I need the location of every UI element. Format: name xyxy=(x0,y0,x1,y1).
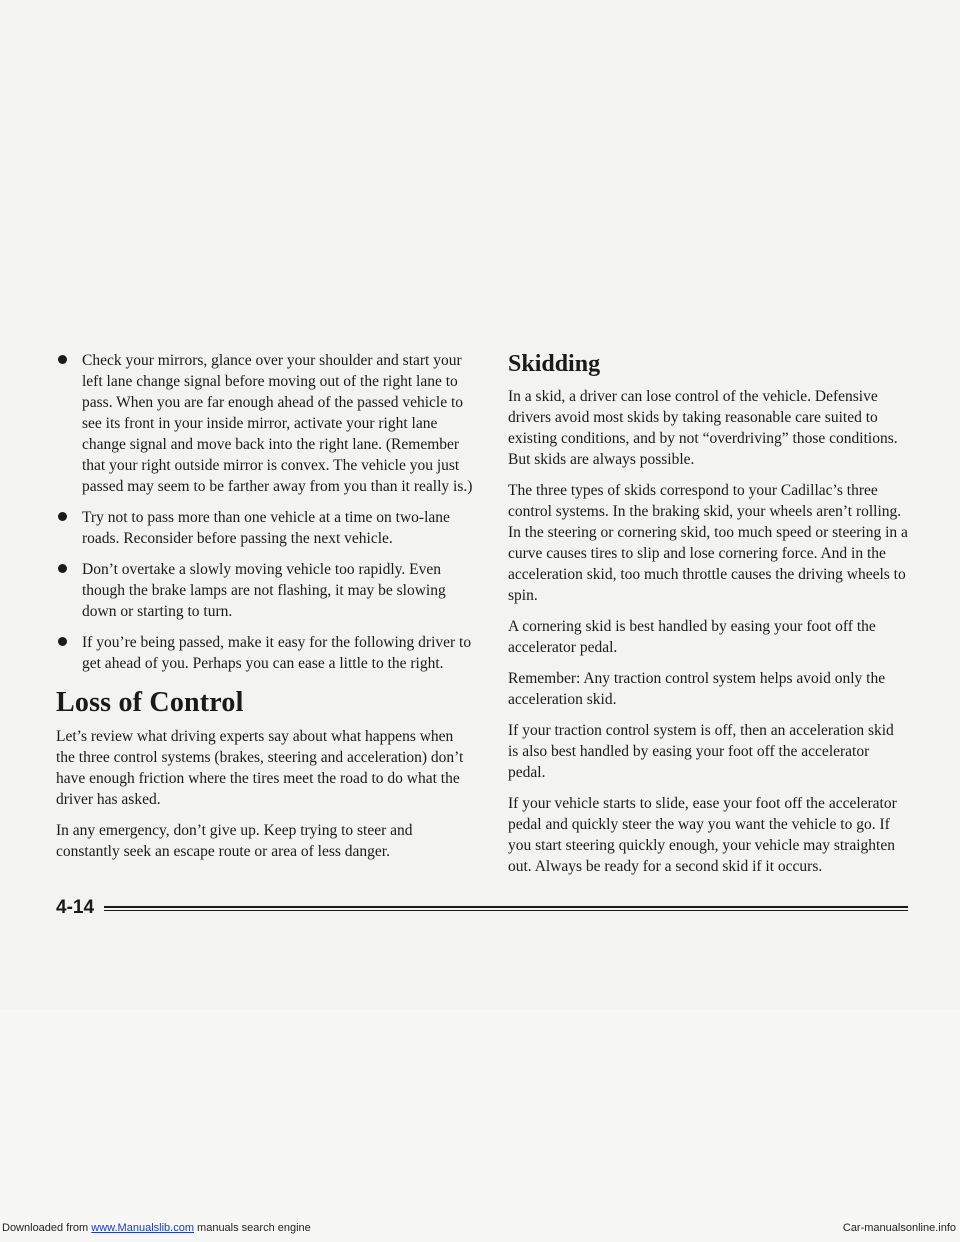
watermark-prefix: Downloaded from xyxy=(2,1222,92,1234)
list-item xyxy=(56,350,476,497)
footer-rule xyxy=(104,906,908,911)
skidding-paragraph: Remember: Any traction control system helps avoid only the acceleration skid. xyxy=(508,670,886,708)
skidding-paragraph: In a skid, a driver can lose control of the vehicle. Defensive drivers avoid most skids by taking reasonable care suited to existing conditions, and by not “overdriving” those conditions. But skids are always possible. xyxy=(508,388,898,468)
page-footer xyxy=(56,898,908,918)
bullet-icon xyxy=(58,637,67,646)
download-watermark xyxy=(2,1222,311,1234)
bullet-icon xyxy=(58,512,67,521)
list-item-text: Check your mirrors, glance over your shoulder and start your left lane change signal before moving out of the right lane to pass. When you are far enough ahead of the passed vehicle to see its front in your inside mirror, activate your right lane change signal and move back into the right lane. (Remember that your right outside mirror is convex. The vehicle you just passed may seem to be farther away from you than it really is.) xyxy=(82,352,473,495)
page-number: 4-14 xyxy=(56,897,95,918)
left-column xyxy=(56,350,476,872)
list-item xyxy=(56,559,476,622)
list-item-text: If you’re being passed, make it easy for the following driver to get ahead of you. Perhaps you can ease a little to the right. xyxy=(82,634,472,672)
list-item-text: Don’t overtake a slowly moving vehicle too rapidly. Even though the brake lamps are not flashing, it may be slowing down or starting to turn. xyxy=(82,561,446,620)
page-lower-shade xyxy=(0,1010,960,1242)
skidding-paragraph: If your vehicle starts to slide, ease your foot off the accelerator pedal and quickly steer the way you want the vehicle to go. If you start steering quickly enough, your vehicle may straighten out. Always be ready for a second skid if it occurs. xyxy=(508,795,897,875)
bullet-icon xyxy=(58,355,67,364)
passing-tips-list xyxy=(56,350,476,674)
site-watermark: Car-manualsonline.info xyxy=(842,1222,956,1234)
list-item xyxy=(56,507,476,549)
skidding-paragraph: The three types of skids correspond to your Cadillac’s three control systems. In the braking skid, your wheels aren’t rolling. In the steering or cornering skid, too much speed or steering in a curve causes tires to slip and lose cornering force. And in the acceleration skid, too much throttle causes the driving wheels to spin. xyxy=(508,482,908,604)
manualslib-link[interactable]: www.Manualslib.com xyxy=(91,1222,194,1234)
right-column xyxy=(508,350,908,887)
skidding-paragraph: A cornering skid is best handled by easing your foot off the accelerator pedal. xyxy=(508,618,876,656)
skidding-heading: Skidding xyxy=(508,351,601,377)
loss-of-control-heading: Loss of Control xyxy=(56,687,244,718)
watermark-suffix: manuals search engine xyxy=(193,1222,311,1234)
loss-of-control-paragraph: In any emergency, don’t give up. Keep trying to steer and constantly seek an escape route or area of less danger. xyxy=(56,822,413,860)
bullet-icon xyxy=(58,564,67,573)
loss-of-control-paragraph: Let’s review what driving experts say about what happens when the three control systems (brakes, steering and acceleration) don’t have enough friction where the tires meet the road to do what the driver has asked. xyxy=(56,728,464,808)
skidding-paragraph: If your traction control system is off, then an acceleration skid is also best handled by easing your foot off the accelerator pedal. xyxy=(508,722,894,781)
list-item-text: Try not to pass more than one vehicle at a time on two-lane roads. Reconsider before passing the next vehicle. xyxy=(82,509,450,547)
list-item xyxy=(56,632,476,674)
